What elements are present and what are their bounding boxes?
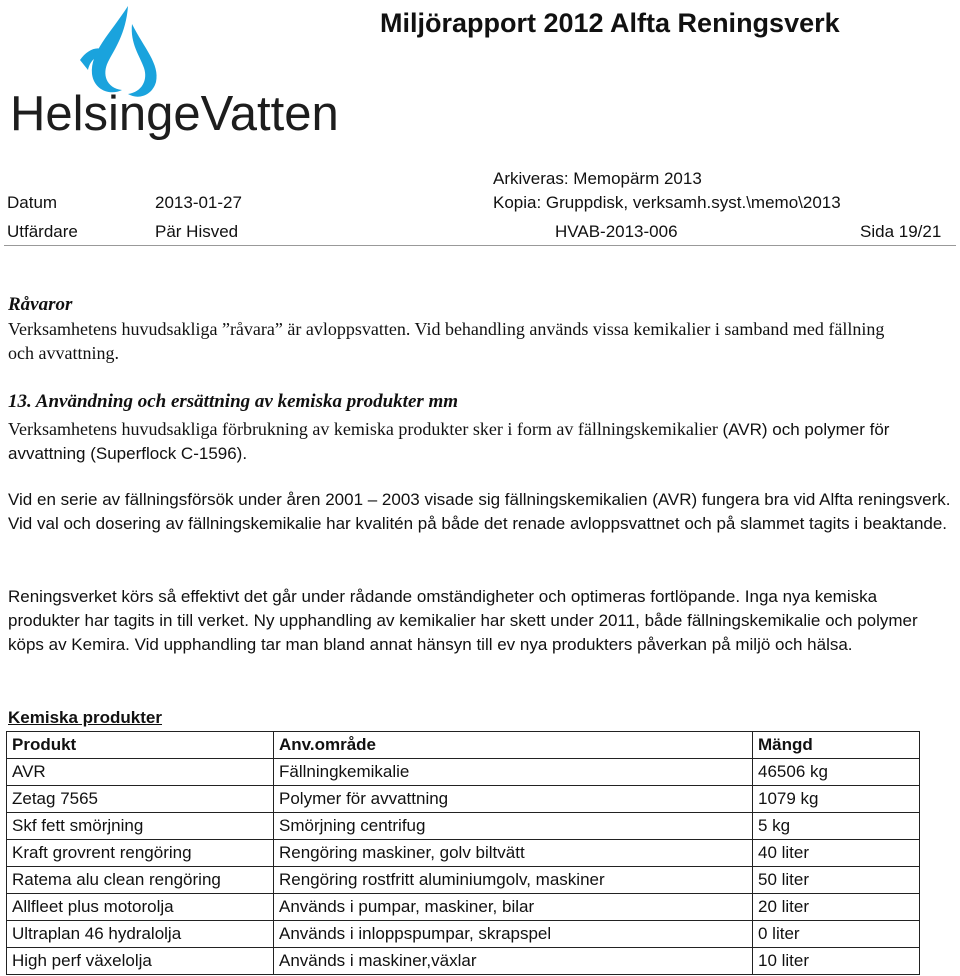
water-drop-icon (10, 4, 340, 144)
cell-mangd: 0 liter (753, 921, 920, 948)
cell-mangd: 50 liter (753, 867, 920, 894)
table-row (7, 786, 920, 813)
cell-anvomrade: Används i pumpar, maskiner, bilar (274, 894, 753, 921)
table-row (7, 921, 920, 948)
helsinge-vatten-logo (10, 4, 340, 144)
cell-produkt: Allfleet plus motorolja (7, 894, 274, 921)
cell-anvomrade: Rengöring maskiner, golv biltvätt (274, 840, 753, 867)
section-13-paragraph-2: Vid en serie av fällningsförsök under åren 2001 – 2003 visade sig fällningskemikalien (AVR) fungera bra vid Alfta reningsverk. Vid val och dosering av fällningskemikalie har kvalitén på både det renade avloppsvattnet och på slammet tagits i beaktande. (8, 490, 951, 533)
utfardare-label: Utfärdare (7, 222, 78, 241)
table-row (7, 759, 920, 786)
datum-value: 2013-01-27 (155, 193, 242, 212)
column-header-mangd: Mängd (753, 732, 920, 759)
cell-anvomrade: Smörjning centrifug (274, 813, 753, 840)
cell-mangd: 20 liter (753, 894, 920, 921)
table-header-row (7, 732, 920, 759)
cell-mangd: 1079 kg (753, 786, 920, 813)
cell-anvomrade: Rengöring rostfritt aluminiumgolv, maskiner (274, 867, 753, 894)
cell-mangd: 46506 kg (753, 759, 920, 786)
logo-text: HelsingeVatten (10, 87, 339, 141)
cell-mangd: 10 liter (753, 948, 920, 975)
cell-produkt: High perf växelolja (7, 948, 274, 975)
ravaror-text: Verksamhetens huvudsakliga ”råvara” är avloppsvatten. Vid behandling används vissa kemikalier i samband med fällning och avvattning. (8, 319, 885, 363)
chemical-products-table (6, 731, 920, 975)
cell-mangd: 40 liter (753, 840, 920, 867)
cell-mangd: 5 kg (753, 813, 920, 840)
document-id: HVAB-2013-006 (555, 222, 678, 241)
page-number: Sida 19/21 (860, 222, 942, 241)
datum-label: Datum (7, 193, 58, 212)
cell-produkt: Ultraplan 46 hydralolja (7, 921, 274, 948)
utfardare-value: Pär Hisved (155, 222, 239, 241)
cell-anvomrade: Fällningkemikalie (274, 759, 753, 786)
cell-anvomrade: Används i inloppspumpar, skrapspel (274, 921, 753, 948)
column-header-produkt: Produkt (7, 732, 274, 759)
arkiveras-text: Arkiveras: Memopärm 2013 (493, 169, 702, 188)
section-13-paragraph-3: Reningsverket körs så effektivt det går under rådande omständigheter och optimeras fortlöpande. Inga nya kemiska produkter har tagits in till verket. Ny upphandling av kemikalier har skett under 2011, både fällningskemikalie och polymer köps av Kemira. Vid upphandling tar man bland annat hänsyn till ev nya produkters påverkan på miljö och hälsa. (8, 587, 918, 654)
cell-produkt: Kraft grovrent rengöring (7, 840, 274, 867)
cell-produkt: Skf fett smörjning (7, 813, 274, 840)
cell-anvomrade: Polymer för avvattning (274, 786, 753, 813)
cell-produkt: AVR (7, 759, 274, 786)
table-row (7, 894, 920, 921)
cell-anvomrade: Används i maskiner,växlar (274, 948, 753, 975)
page-title: Miljörapport 2012 Alfta Reningsverk (380, 8, 840, 38)
cell-produkt: Zetag 7565 (7, 786, 274, 813)
ravaror-heading: Råvaror (8, 294, 73, 315)
kopia-text: Kopia: Gruppdisk, verksamh.syst.\memo\2013 (493, 193, 841, 212)
table-row (7, 840, 920, 867)
table-row (7, 867, 920, 894)
header-divider (4, 245, 956, 246)
table-row (7, 948, 920, 975)
column-header-anvomrade: Anv.område (274, 732, 753, 759)
section-13-intro: Verksamhetens huvudsakliga förbrukning av kemiska produkter sker i form av fällningskemikalier (AVR) och polymer för avvattning (Superflock C-1596). (8, 419, 890, 463)
table-row (7, 813, 920, 840)
table-caption: Kemiska produkter (8, 708, 162, 727)
section-13-heading: 13. Användning och ersättning av kemiska produkter mm (8, 391, 459, 412)
cell-produkt: Ratema alu clean rengöring (7, 867, 274, 894)
